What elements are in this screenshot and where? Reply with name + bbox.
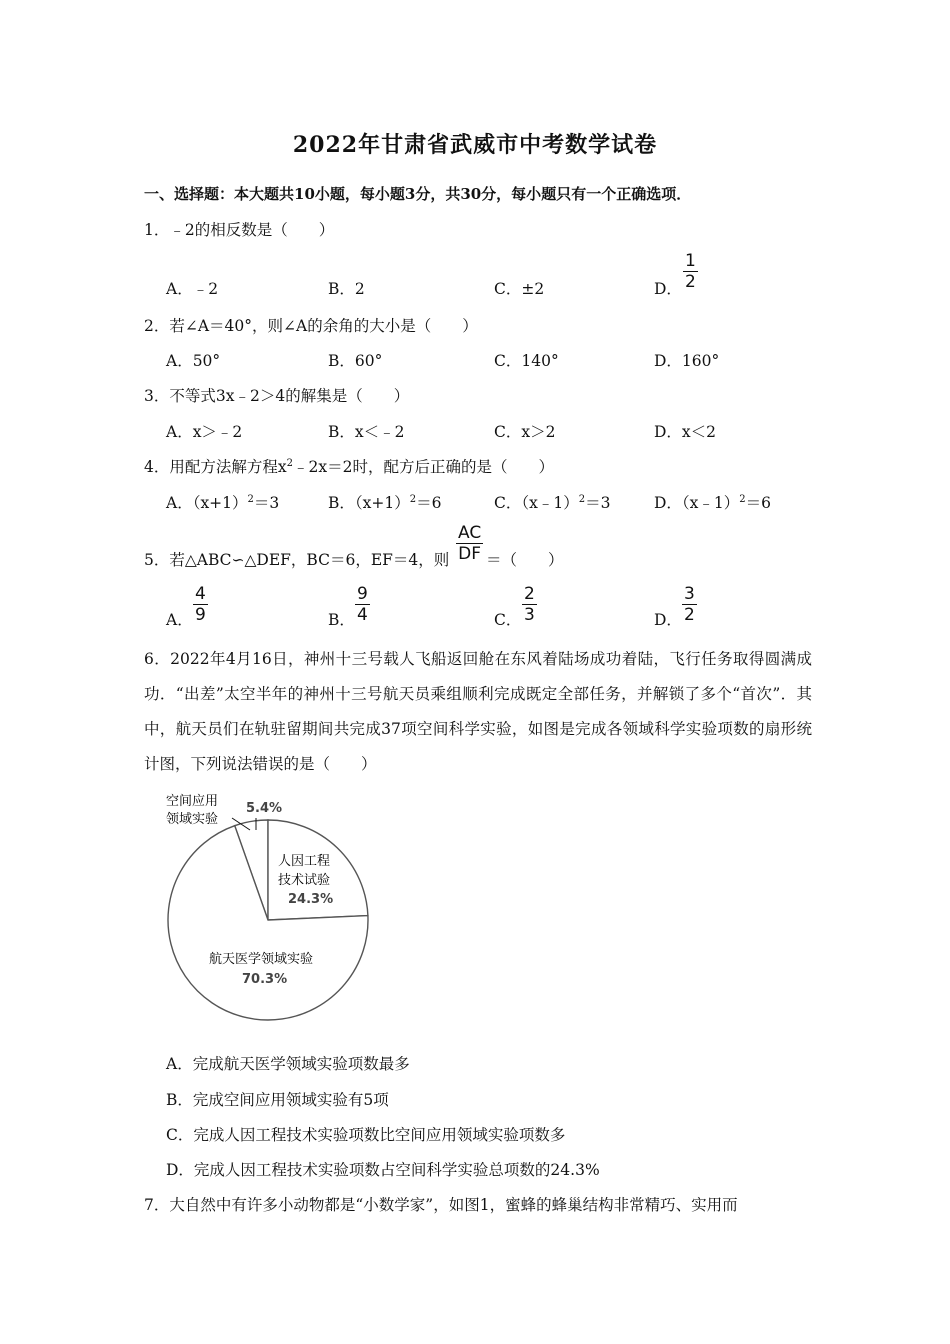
q2-option-d: D．160° xyxy=(654,352,720,370)
q1-option-c: C．±2 xyxy=(494,280,545,298)
q1-d-fraction: 1 2 xyxy=(685,251,696,292)
q5-option-c: C． xyxy=(494,611,522,629)
q3-option-c: C．x＞2 xyxy=(494,423,556,441)
q4-option-c: C．（x﹣1）$^2$＝3 xyxy=(494,493,611,512)
q5-stem-fraction: AC DF xyxy=(458,523,482,564)
pie-label-space-app-2: 领域实验 xyxy=(166,812,219,827)
q5-option-a: A． xyxy=(166,611,193,629)
q5-d-fraction: 3 2 xyxy=(684,584,695,625)
q5-c-fraction: 2 3 xyxy=(524,584,535,625)
question-6-stem: 6．2022年4月16日，神州十三号载人飞船返回舱在东风着陆场成功着陆，飞行任务取得圆满成功．“出差”太空半年的神州十三号航天员乘组顺利完成既定全部任务，并解锁了多个“首次”．其中，航天员们在轨驻留期间共完成37项空间科学实验，如图是完成各领域科学实验项数的扇形统计图，下列说法错误的是（ ） xyxy=(144,650,812,773)
question-3-stem: 3．不等式3x﹣2＞4的解集是（ ） xyxy=(144,387,410,405)
section-heading: 一、选择题：本大题共10小题，每小题3分，共30分，每小题只有一个正确选项． xyxy=(144,185,692,203)
q6-option-d: D．完成人因工程技术实验项数占空间科学实验总项数的24.3% xyxy=(166,1161,600,1179)
q4-option-a: A．$(x+1)^2=3$ xyxy=(166,493,280,512)
pie-label-human-factors-2: 技术试验 xyxy=(278,873,331,888)
pie-chart xyxy=(150,785,400,1030)
question-1-stem: 1．﹣2的相反数是（ ） xyxy=(144,221,335,239)
page-title: 2022年甘肃省武威市中考数学试卷 xyxy=(292,132,658,158)
question-2-stem: 2．若∠A＝40°，则∠A的余角的大小是（ ） xyxy=(144,317,478,335)
pie-value-aerospace-medicine: 70.3% xyxy=(242,972,288,987)
q3-option-d: D．x＜2 xyxy=(654,423,717,441)
q3-option-a: A．x＞﹣2 xyxy=(166,423,243,441)
q6-option-a: A．完成航天医学领域实验项数最多 xyxy=(166,1055,410,1073)
q1-option-b: B．2 xyxy=(328,280,365,298)
q5-b-fraction: 9 4 xyxy=(357,584,368,625)
question-5-stem-end: ＝（ ） xyxy=(486,551,564,569)
q2-option-c: C．140° xyxy=(494,352,559,370)
pie-value-human-factors: 24.3% xyxy=(288,892,334,907)
pie-label-space-app-1: 空间应用 xyxy=(166,794,219,809)
q1-option-a: A．﹣2 xyxy=(166,280,219,298)
q5-a-fraction: 4 9 xyxy=(195,584,206,625)
q2-option-b: B．60° xyxy=(328,352,383,370)
q4-option-b: B．$(x+1)^2=6$ xyxy=(328,493,442,512)
q4-option-d: D．（x﹣1）$^2$＝6 xyxy=(654,493,772,512)
q6-option-b: B．完成空间应用领域实验有5项 xyxy=(166,1091,389,1109)
q5-option-b: B． xyxy=(328,611,355,629)
q2-option-a: A．50° xyxy=(166,352,221,370)
question-4-stem: 4．用配方法解方程$x^2﹣2x=2$时，配方后正确的是（ ） xyxy=(144,457,554,476)
q1-option-d: D． xyxy=(654,280,682,298)
q6-option-c: C．完成人因工程技术实验项数比空间应用领域实验项数多 xyxy=(166,1126,566,1144)
q5-option-d: D． xyxy=(654,611,682,629)
pie-label-aerospace-medicine: 航天医学领域实验 xyxy=(209,952,314,967)
question-7-stem: 7．大自然中有许多小动物都是“小数学家”，如图1，蜜蜂的蜂巢结构非常精巧、实用而 xyxy=(144,1196,738,1214)
q3-option-b: B．x＜﹣2 xyxy=(328,423,405,441)
pie-label-human-factors-1: 人因工程 xyxy=(278,854,331,869)
question-5-stem: 5．若△ABC∽△DEF，BC＝6，EF＝4，则 xyxy=(144,551,450,569)
pie-value-space-app: 5.4% xyxy=(246,801,283,816)
